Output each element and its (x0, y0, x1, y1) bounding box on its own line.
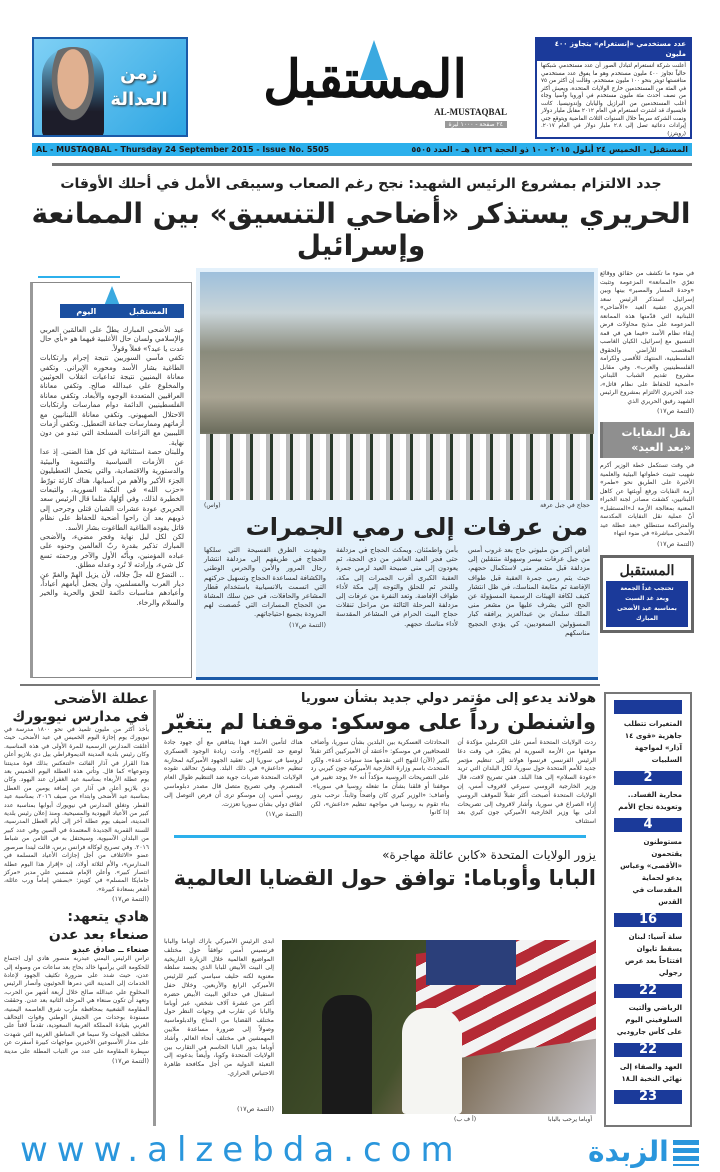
index-item[interactable]: سلة آسيا: لبنان يسقط تايوان افتتاحاً بعد عرض رجولي (624, 933, 682, 977)
hariri-portrait-banner (32, 37, 188, 137)
pope-kicker: يزور الولايات المتحدة «كابن عائلة مهاجرة» (382, 847, 596, 862)
index-page-number[interactable]: 22 (614, 1043, 682, 1057)
waste-text: في وقت تستكمل خطة الوزير أكرم شهيب تثبيت خطواتها البيئية والعلمية الأخيرة على الطريق نحو «طمر» أزمة النفايات ورفع أوبئتها عن كاهل اللبنانيين، كشفت مصادر لجنة الخبراء المعنية بمعالجة الأزمة لـ«المستقبل» أنّ عملية نقل النفايات المكدسة والمتراكمة ستنطلق «بعد عطلة عيد الأضحى مباشرة» في ضوء انتهاء (600, 462, 694, 537)
masthead-left: المستقبل (128, 306, 168, 316)
portrait-image (42, 47, 104, 137)
right-column (600, 270, 694, 633)
index-item[interactable]: مستوطنون يقتحمون «الأقصى» وعباس يدعو لحماية المقدسات في القدس (620, 838, 682, 906)
ny-title: عطلة الأضحى (53, 691, 149, 707)
continued-link[interactable]: (التتمة ص١٧) (657, 407, 694, 415)
syria-kicker: هولاند يدعو إلى مؤتمر دولي جديد بشأن سوريا (300, 691, 596, 706)
date-bar (32, 143, 692, 156)
continued-link[interactable]: (التتمة ص١٧) (657, 539, 694, 548)
watermark-url: www.alzebda.com (20, 1130, 463, 1170)
notice-line: بمناسبة عيد الأضحى المبارك (617, 604, 677, 622)
newsbox-text: أعلنت شركة انستغرام لتبادل الصور أن عدد مستخدمي شبكتها حالياً تجاوز ٤٠٠ مليون مستخدم وهو ما يفوق عدد مستخدمي منافستها تويتر بنحو ١٠٠ مليون مستخدم. وقالت إن أكثر من ٧٥ في المئة من المستخدمين خارج الولايات المتحدة، ويعيش أكثر من نصف أحدث مئة مليون مستخدم في أوروبا وآسيا وجاء أغلب المستخدمين من البرازيل واليابان وإندونيسيا. كانت فايسبوك قد اشترت انستغرام في العام ٢٠١٢ مقابل مليار دولار ونمت الشركة سريعاً خلال السنوات الثلاث الماضية ويتوقع جني إيرادات دعائية تصل إلى ٢.٨ مليار دولار في العام ٢٠١٧. (رويترز) (541, 63, 687, 137)
syria-headline: واشنطن رداً على موسكو: موقفنا لم يتغيّر (162, 710, 596, 734)
lead-text: في ضوء ما تكشف من حقائق ووقائع تعرّي «الممانعة» المزعومة وتثبت «وحدة المسار والمصير» بينها وبين إسرائيل، استذكر الرئيس سعد الحريري عشية العيد «الأضاحي» اللبنانية التي قدّمتها هذه الممانعة المزعومة على مذبح محاولات فرض إبقاء نظام الأسد «فيما هي في قمة التنسيق مع إسرائيل، الكيان الغاصب المغتصب للأراضي والحقوق الفلسطينية، المنتهك للأقصى ولكرامة الفلسطينيين والعرب». وفي مقابل مشروع تقديم الشباب اللبناني «أضحية للحفاظ على نظام قاتل»، جدد الحريري الالتزام بمشروع الرئيس الشهيد رفيق الحريري الذي (600, 270, 694, 405)
yemen-text: ترأس الرئيس اليمني عبدربه منصور هادي أول اجتماع للحكومة التي يرأسها خالد بحاح بعد ساعات من وصوله إلى عدن، حيث شدد على ضرورة تكثيف الجهود لإعادة الخدمات إلى المدينة التي دمرها الحوثيون وأنصار الرئيس المخلوع علي عبدالله صالح خلال أربعة أشهر من الحرب، وتعهد أن تكون صنعاء هي المرحلة الثانية بعد عدن. وحققت المقاومة الشعبية بمحافظة مأرب شرق العاصمة اليمنية، مسنودة بوحدات من الجيش الوطني وقوات التحالف العربي بقيادة المملكة العربية السعودية، تقدماً لافتاً على مختلف الجبهات ولا سيما في المناطق الغربية التي شهدت على مدار الأسبوعين الأخيرين مواجهات كبيرة أسفرت عن سيطرة المقاومة على عدد من التباب المطلة على مدينة (4, 955, 149, 1055)
syria-column: ردت الولايات المتحدة أمس على الكرملين مؤكدة أن موقفها من الأزمة السورية لم يتغيّر، في وقت دعا الرئيس الفرنسي فرنسوا هولاند إلى تنظيم مؤتمر جديد للأمم المتحدة حول سوريا، لكل البلدان التي تريد «عودة السلام» إلى هذا البلد. ففي تصريح لافت، قال وزير الخارجية الروسي سيرغي لافروف أمس، إن الولايات المتحدة أصبحت أكثر تقبلاً للموقف الروسي إزاء الصراع في سوريا، وأشار لافروف إلى تصريحات أدلى بها وزير الخارجية الأميركي جون كيري بعد استئناف (457, 739, 596, 826)
syria-column: المحادثات العسكرية بين البلدين بشأن سوريا، وأضاف للصحافيين في موسكو: «أعتقد أن الأميركيين أكثر تقبلاً بكثير (الآن) للنهج التي نقدمها منذ سنوات عدة». ولكن المتحدث باسم وزارة الخارجية الأميركية جون كيربي رد على التصريحات الروسية مؤكداً أنه «لا يوجد تغيير في موقفنا أو قلقنا بشأن ما تفعله روسيا في سوريا». وأضاف: «الوزير كيري كان واضحاً وثابتاً. نرحب بدور بناء تقوم به روسيا في مواجهة تنظيم «داعش»، لكن إذا كانوا (310, 739, 450, 817)
pope-obama-photo (282, 940, 596, 1114)
hajj-photo (200, 272, 594, 500)
logo-english: AL-MUSTAQBAL (434, 107, 507, 117)
page-index (604, 692, 692, 1127)
syria-story (164, 690, 596, 892)
continued-link[interactable]: (التتمة ص١٧) (112, 895, 149, 904)
continued-link[interactable]: (التتمة ص١٧) (289, 620, 326, 629)
date-english: AL - MUSTAQBAL - Thursday 24 September 2015 - Issue No. 5505 (36, 145, 330, 154)
pope-story (164, 938, 596, 1126)
price-label: ٢٤ صفحة - ١٠٠٠ ليرة (445, 121, 507, 128)
continued-link[interactable]: (التتمة ص١٧) (265, 810, 303, 819)
date-arabic: المستقبل - الخميس ٢٤ أيلول ٢٠١٥ - ١٠ ذو الحجة ١٤٣٦ هـ - العدد ٥٥٠٥ (411, 145, 688, 154)
notice-line: تحتجب غداً الجمعة (620, 584, 674, 592)
notice-logo: المستقبل (619, 562, 675, 579)
flag-canton (426, 940, 516, 985)
editorial-paragraph: وللبنان حصة استثنائية في كل هذا الضنى. إذ عدا عن الأزمات السياسية والتنموية والبيئية والدستورية والاقتصادية، والتي يتحمل التعطيليون الجزء الأكبر والأهم من أسبابها، هناك كارثة تورّط «حزب الله» في النكبة السورية، والتبعات الخطيرة لذلك، وفي أوّلها، مثلما قال الرئيس سعد الحريري عودة عشرات الشبان قتلى وجرحى إلى ذويهم بعد أن راحوا أضحية للحفاظ على نظام قاتل يقوده الطاغية الطاغوت بشار الأسد. (40, 448, 184, 532)
instagram-news-box (535, 37, 692, 139)
index-item[interactable]: محاربة الفساد.. وتعويذة نجاح الأمم (618, 791, 682, 811)
ny-text: يأخذ أكثر من مليون تلميذ في نحو ١٨٠٠ مدرسة في نيويورك يوم إجازة اليوم الخميس في عيد الأضحى، حيث أغلقت المدارس الرسمية للمرة الأولى في هذه المناسبة. وكان رئيس بلدية المدينة الديموقراطي بيل دي بلازيو أعلن هذا القرار في آذار الفائت «لتنعكس بذلك قوة مدينتنا وتنوعها» كما قال. وتأتي هذه العطلة اليوم الخميس بعد يوم عطلة الأربعاء بمناسبة عيد الغفران عند اليهود. وكان دي بلازيو أعلن في آذار عن إضافة يومين من العطل بمناسبة عيد الأضحى وابتداء من صيف ٢٠١٦، بمناسبة عيد الفطر. وتغلق المدارس في نيويورك أبوابها بمناسبة عدد كبير من الأعياد اليهودية والمسيحية. ومنذ إعلان رئيس بلدية المدينة، أضيف يوم عطلة آخر إلى أيام العطل المدرسية، للسنة القمرية الجديدة المعتمدة في الصين وفي عدد كبير من البلدان الآسيوية. وسيحتفل به في الثامن من شباط ٢٠١٦. وفي تصريح لوكالة فرانس برس، قالت ليندا صرصور عضو «الائتلاف من أجل إجازات الأعياد المسلمة في المدارس»، والأم لثلاثة أولاد، إن «إقرار هذا اليوم عطلة انتصار كبير». وأعلن الإمام شمسي علي مدير «مركز جامايكا المسلم» في كوينز: «بصفتي إماماً ورب عائلة، أشعر بسعادة كبيرة». (4, 726, 150, 893)
divider (38, 276, 120, 278)
yemen-byline: صنعاء ــ صادق عبدو (72, 945, 149, 955)
divider (174, 835, 586, 838)
index-page-number[interactable] (614, 700, 682, 714)
watermark-logo-text: الزبدة (588, 1135, 669, 1168)
lower-left-column (4, 690, 156, 1126)
hajj-feature (196, 268, 598, 680)
watermark-logo (588, 1135, 699, 1169)
index-page-number[interactable]: 16 (614, 913, 682, 927)
photo-caption: حجاج في جبل عرفة (540, 502, 590, 509)
pope-text: أبدى الرئيس الأميركي باراك أوباما والبابا فرنسيس أمس توافقاً حول مختلف المواضيع العالمية خلال الزيارة التاريخية إلى البيت الأبيض للبابا الذي يجسد سلطة معنوية لكنه حليف سياسي كبير للرئيس الأميركي الرابع والأربعين. وخلال حفل استقبال في حدائق البيت الأبيض حضره أكثر من عشرة آلاف شخص، عبر أوباما والبابا عن تقارب في وجهات النظر حول مختلف القضايا من المناخ والدبلوماسية وصولاً إلى ضرورة مساعدة ملايين المهمشين في مختلف أنحاء العالم. وأشاد أوباما بدور البابا الحاسم في التقارب بين الولايات المتحدة وكوبا، وأيضاً بدعوته إلى التعبئة الدولية من أجل مكافحة ظاهرة الاحتباس الحراري. (164, 938, 274, 1077)
feature-column: بأمن واطمئنان. ويمكث الحجاج في مزدلفة حتى فجر العيد العاشر من ذي الحجة، ثم يعودون إلى منى صبيحة العيد لرمي جمرة العقبة الكبرى أقرب الجمرات إلى مكة، وللنحر ثم للحلق والتوجه إلى مكة لأداء طواف الإفاضة. وتعد النفرة من عرفات إلى مزدلفة المرحلة الثالثة من مراحل تنقلات حجاج البيت الحرام في المشاعر المقدسة لأداء مناسك حجهم. (336, 546, 458, 628)
index-page-number[interactable]: 22 (614, 984, 682, 998)
divider (52, 163, 692, 166)
sail-logo-icon (104, 286, 120, 306)
editorial-masthead (40, 286, 184, 322)
photo-caption: أوباما يرحب بالبابا (548, 1116, 592, 1123)
index-page-number[interactable]: 23 (614, 1090, 682, 1104)
index-item[interactable]: العهد والصفاء إلى نهائي النخبة الـ١٨ (619, 1063, 682, 1083)
editorial-paragraph: لكن لكل ليل نهاية وفجر مضيء، والأضحى المبارك تذكير بقدرة ربّ العالمين وحنوه على عباده المؤمنين، وبأنّه الأول والآخر ورحمته تسع كل شيء، وإرادته لا تُرد وعدله مطلق. (40, 532, 184, 570)
notice-line: وبعد غد السبت (625, 594, 669, 602)
logo-bars-icon (673, 1140, 699, 1166)
divider (20, 684, 600, 686)
continued-link[interactable]: (التتمة ص١٧) (237, 1105, 274, 1113)
masthead-right: اليوم (76, 306, 97, 316)
pope-headline: البابا وأوباما: توافق حول القضايا العالمية (173, 865, 596, 890)
portrait-slogan: زمن العدالة (110, 63, 168, 110)
photo-credit: (أ ف ب) (454, 1116, 477, 1123)
pope-figure (402, 1008, 462, 1114)
photo-credit: (واس) (204, 502, 221, 509)
editorial-paragraph: عيد الأضحى المبارك يطلّ على العالمَين العربي والإسلامي ولسان حال الأغلبية فيهما هو «بأي حال عدت يا عيد؟» فعلاً وقولاً. (40, 326, 184, 353)
yemen-title: صنعاء بعد عدن (48, 927, 149, 944)
syria-column: هناك لتأمين الأسد فهذا يتناقض مع أي جهود جادة لوضع حد للصراع». وأدت زيادة الوجود العسكري لروسيا في سوريا إلى تعقيد الجهود الأميركية لمحاربة تنظيم «داعش» في ذلك البلد. ويشنّ تحالف تقوده الولايات المتحدة ضربات جوية ضد التنظيم طوال العام المنصرم. وفي تصريح متصل قال مصدر دبلوماسي روسي أمس، إن موسكو ترى أن فرص التوصل إلى اتفاق دولي بشأن سوريا تعززت. (163, 739, 303, 808)
index-item[interactable]: المتغيرات تتطلب جاهزية «قوى ١٤ آذار» لمواجهة السلبيات (623, 720, 682, 764)
waste-title: نقل النفايات «بعد العيد» (600, 422, 694, 458)
publication-notice-box (600, 555, 694, 633)
lead-headline: الحريري يستذكر «أضاحي التنسيق» بين الممانعة وإسرائيل (31, 197, 691, 262)
editorial-paragraph: تكفي مآسي السوريين نتيجة إجرام وارتكابات الطاغية بشار الأسد ومحوره الإيراني. وتكفي معاناة اليمنيين نتيجة تداعيات انقلاب الحوثيين والمخلوع علي عبدالله صالح. وتكفي معاناة العراقيين المتعددة الوجوه والأبعاد. وتكفي معاناة الفلسطينيين الدائمة دوام ممارسات وارتكابات الاحتلال الصهيوني. وتكفي معاناة اللبنانيين مع أزماتهم وممارسات جماعة التعطيل. وتكفي أزمات الليبيين مع النزاعات المسلحة التي تبدو من دون نهاية. (40, 354, 184, 447)
newsbox-title: عدد مستخدمي «إنستغرام» يتجاوز ٤٠٠ مليون (537, 37, 690, 61)
obama-figure (322, 995, 372, 1114)
index-page-number[interactable]: 2 (614, 771, 682, 785)
newspaper-logo (215, 35, 515, 135)
continued-link[interactable]: (التتمة ص١٧) (112, 1057, 149, 1066)
lead-subheadline: جدد الالتزام بمشروع الرئيس الشهيد: نجح رغم الصعاب وسيبقى الأمل في أحلك الأوقات (60, 176, 662, 192)
feature-column: وشهدت الطرق الفسيحة التي سلكها الحجاج في طريقهم إلى مزدلفة انتشار رجال المرور والأمن والحرس الوطني والكشافة لمساعدة الحجاج وتسهيل حركتهم التي اتسمت بالانسيابية باستخدام قطار المشاعر والحافلات، في حين سلك المشاة من الحجاج المسارات التي خُصصت لهم المزودة بجميع احتياجاتهم. (204, 546, 326, 619)
feature-headline: من عرفات إلى رمي الجمرات (245, 513, 588, 541)
yemen-title: هادي يتعهد: (67, 909, 149, 926)
feature-column: أفاض أكثر من مليوني حاج بعد غروب أمس من جبل عرفات بيسر وسهولة متنقلين إلى مزدلفة قبل مشعر منى لاستكمال حجهم، حيث يتم رمي جمرة العقبة قبل طواف الإفاضة ثم متابعة المناسك، في ظل انتشار كثيف لكافة الهيئات الرسمية المسؤولة عن الحج التي يشرف عليها من مشعر منى الملك سلمان بن عبدالعزيز يرافقه كبار المسؤولين السعوديين، كي يؤدي الحجيج مناسكهم (468, 546, 590, 637)
index-item[interactable]: الرياضي وألتيت السلوفيني اليوم على كأس جاروديي (616, 1004, 682, 1036)
editorial-paragraph: .. التضرّع لله جلّ جلاله، لأن يزيل الهمّ والغمّ عن ديار العرب والمسلمين، وأن يجعل أيامهم أعياداً، وأعيادهم مناسبات دائمة للحق والحرية والخير والسلام والرخاء. (40, 570, 184, 607)
ny-title: في مدارس نيويورك (12, 709, 149, 725)
pilgrims-image (200, 434, 594, 500)
editorial-column (30, 282, 192, 678)
index-page-number[interactable]: 4 (614, 818, 682, 832)
logo-arabic: المستقبل (263, 49, 467, 110)
